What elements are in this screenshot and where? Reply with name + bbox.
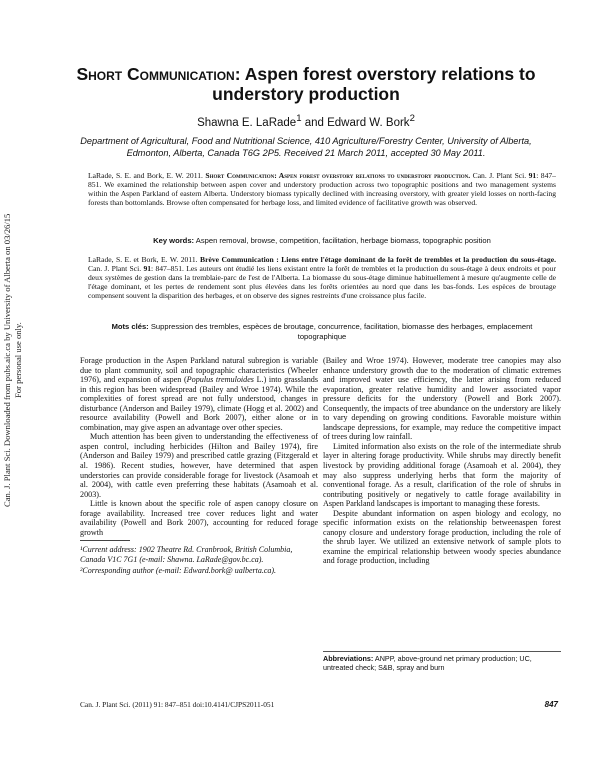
page-footer: [80, 700, 558, 709]
footer-citation: Can. J. Plant Sci. (2011) 91: 847–851 doi:10.4141/CJPS2011-051: [80, 700, 275, 709]
abstract-english: [88, 171, 556, 207]
abstract-en-text: : 847–851. We examined the relationship between aspen cover and understory production across two topographic positions and two management systems within the Aspen Parkland of eastern Alberta. Understory biomass typically declined with increasing overstory, with greater yield losses on north-facing forests than bottomlands. Browse often compensated for herbage loss, and limited evidence of facilitative growth was observed.: [88, 171, 556, 208]
paragraph-text: L.) into grasslands in this region has been widespread (Bailey and Wroe 1974). While the complexities of forest spread are not fully understood, changes in disturbance (Anderson and Bailey 1979), climate (Hogg et al. 2002) and resource availability (Powell and Bork 2007), either alone or in combination, may give aspen an advantage over other species.: [80, 375, 318, 432]
abbreviations-text: ANPP, above-ground net primary production; UC, untreated check; S&B, spray and burn: [323, 654, 532, 672]
paragraph: (Bailey and Wroe 1974). However, moderate tree canopies may also enhance understory growth due to the moderation of climatic extremes and improved water use efficiency, the latter arising from reduced evaporation, greater relative humidity and lower associated vapor pressure deficits for the understory (Powell and Bork 2007). Consequently, the impacts of tree abundance on the understory are likely to vary depending on growing conditions. Favorable moisture within landscape depressions, for example, may reduce the competitive impact of trees during low rainfall.: [323, 356, 561, 442]
abstract-fr-volume: 91: [143, 264, 152, 274]
title-prefix: Short Communication:: [76, 64, 241, 84]
article-title: [52, 64, 560, 104]
author-1: Shawna E. LaRade: [197, 116, 297, 129]
paragraph: Little is known about the specific role of aspen canopy closure on forage availability. Increased tree cover reduces light and water availability (Powell and Bork 2007), accounting for reduced forage growth: [80, 499, 318, 537]
author-and: and: [301, 116, 328, 129]
download-notice: Can. J. Plant Sci. Downloaded from pubs.aic.ca by University of Alberta on 03/26/15: [2, 213, 12, 507]
paragraph: [80, 356, 318, 432]
abstract-fr-title: Brève Communication : Liens entre l'étage dominant de la forêt de trembles et la production du sous-étage.: [200, 255, 556, 264]
download-notice-sidebar: [2, 150, 36, 570]
keywords-fr-text: Suppression des trembles, espèces de broutage, concurrence, facilitation, biomasse des herbages, emplacement topographique: [150, 322, 533, 341]
affiliation: Department of Agricultural, Food and Nutritional Science, 410 Agriculture/Forestry Center, University of Alberta, Edmonton, Alberta, Canada T6G 2P5. Received 21 March 2011, accepted 30 May 2011.: [80, 135, 532, 158]
footnote-1: ¹Current address: 1902 Theatre Rd. Cranbrook, British Columbia, Canada V1C 7G1 (e-mail: Shawna. LaRade@gov.bc.ca).: [80, 545, 293, 564]
footnote-2: ²Corresponding author (e-mail: Edward.bork@ ualberta.ca).: [80, 566, 277, 575]
keywords-en-text: Aspen removal, browse, competition, facilitation, herbage biomass, topographic position: [195, 236, 491, 245]
paragraph: Despite abundant information on aspen biology and ecology, no specific information exists on the relationship betweenaspen forest canopy closure and understory forage production, including the role of the shrub layer. We utilized an extensive network of sample plots to examine the empirical relationship between woody species abundance and forage production, including: [323, 508, 561, 566]
footnote-rule: [80, 540, 130, 541]
keywords-french: [88, 322, 556, 341]
species-name: Populus tremuloides: [186, 375, 254, 385]
page-number: 847: [544, 700, 558, 709]
paragraph: Much attention has been given to understanding the effectiveness of aspen control, including herbicides (Hilton and Bailey 1974), fire (Anderson and Bailey 1979) and prescribed cattle grazing (Fitzgerald et al. 1986). Recent studies, however, have determined that aspen understories can provide considerable forage for livestock (Asamoah et al. 2004), with cattle even preferring these habitats (Asamoah et al. 2003).: [80, 432, 318, 499]
abstract-fr-cite: LaRade, S. E. et Bork, E. W. 2011.: [88, 255, 198, 264]
abstract-french: [88, 255, 556, 300]
body-column-left: [80, 356, 318, 537]
abbreviations-rule: [323, 651, 561, 652]
abstract-fr-text: : 847–851. Les auteurs ont étudié les liens existant entre la forêt de trembles et la production du sous-étage à deux endroits et pour deux systèmes de gestion dans la tremblaie-parc de l'est de l'Alberta. La biomasse du sous-étage diminue habituellement à mesure qu'augmente celle de l'étage dominant, et les pertes de rendement sont plus élevées dans les forêts orientées au nord que dans les bas-fonds. Les espèces de broutage compensent souvent la disparition des herbages, et on observe des signes restreints d'une croissance plus facile.: [88, 264, 556, 301]
personal-use-notice: For personal use only.: [13, 322, 23, 398]
body-column-right: [323, 356, 561, 566]
footnotes: [80, 545, 318, 578]
abstract-en-cite: LaRade, S. E. and Bork, E. W. 2011.: [88, 171, 203, 180]
abstract-en-volume: 91: [528, 171, 537, 180]
keywords-en-label: Key words:: [153, 236, 195, 245]
author-1-sup: 1: [296, 113, 302, 124]
abbreviations: [323, 655, 561, 672]
title-main: Aspen forest overstory relations to understory production: [212, 64, 536, 104]
abstract-en-journal: Can. J. Plant Sci.: [472, 171, 527, 180]
title-block: [52, 64, 560, 159]
paragraph-text: Forage production in the Aspen Parkland natural subregion is variable due to plant community, soil and topographic characteristics (Wheeler 1976), and expansion of aspen (: [80, 356, 318, 385]
author-2-sup: 2: [409, 113, 415, 124]
author-2: Edward W. Bork: [327, 116, 410, 129]
paragraph: Limited information also exists on the role of the intermediate shrub layer in altering forage productivity. While shrubs may directly benefit livestock by providing additional forage (Asamoah et al. 2004), they may also suppress underlying herbs that form the majority of conventional forage. As a result, clarification of the role of shrubs in contributing positively or negatively to cattle forage availability in Aspen Parkland landscapes is important to managing these forests.: [323, 441, 561, 509]
author-line: [52, 113, 560, 129]
abstract-fr-journal: Can. J. Plant Sci.: [88, 264, 142, 274]
keywords-fr-label: Mots clés:: [111, 322, 149, 331]
abstract-en-title: Short Communication: Aspen forest overstory relations to understory production.: [205, 171, 471, 180]
abbreviations-label: Abbreviations:: [323, 654, 374, 663]
keywords-english: [88, 236, 556, 246]
